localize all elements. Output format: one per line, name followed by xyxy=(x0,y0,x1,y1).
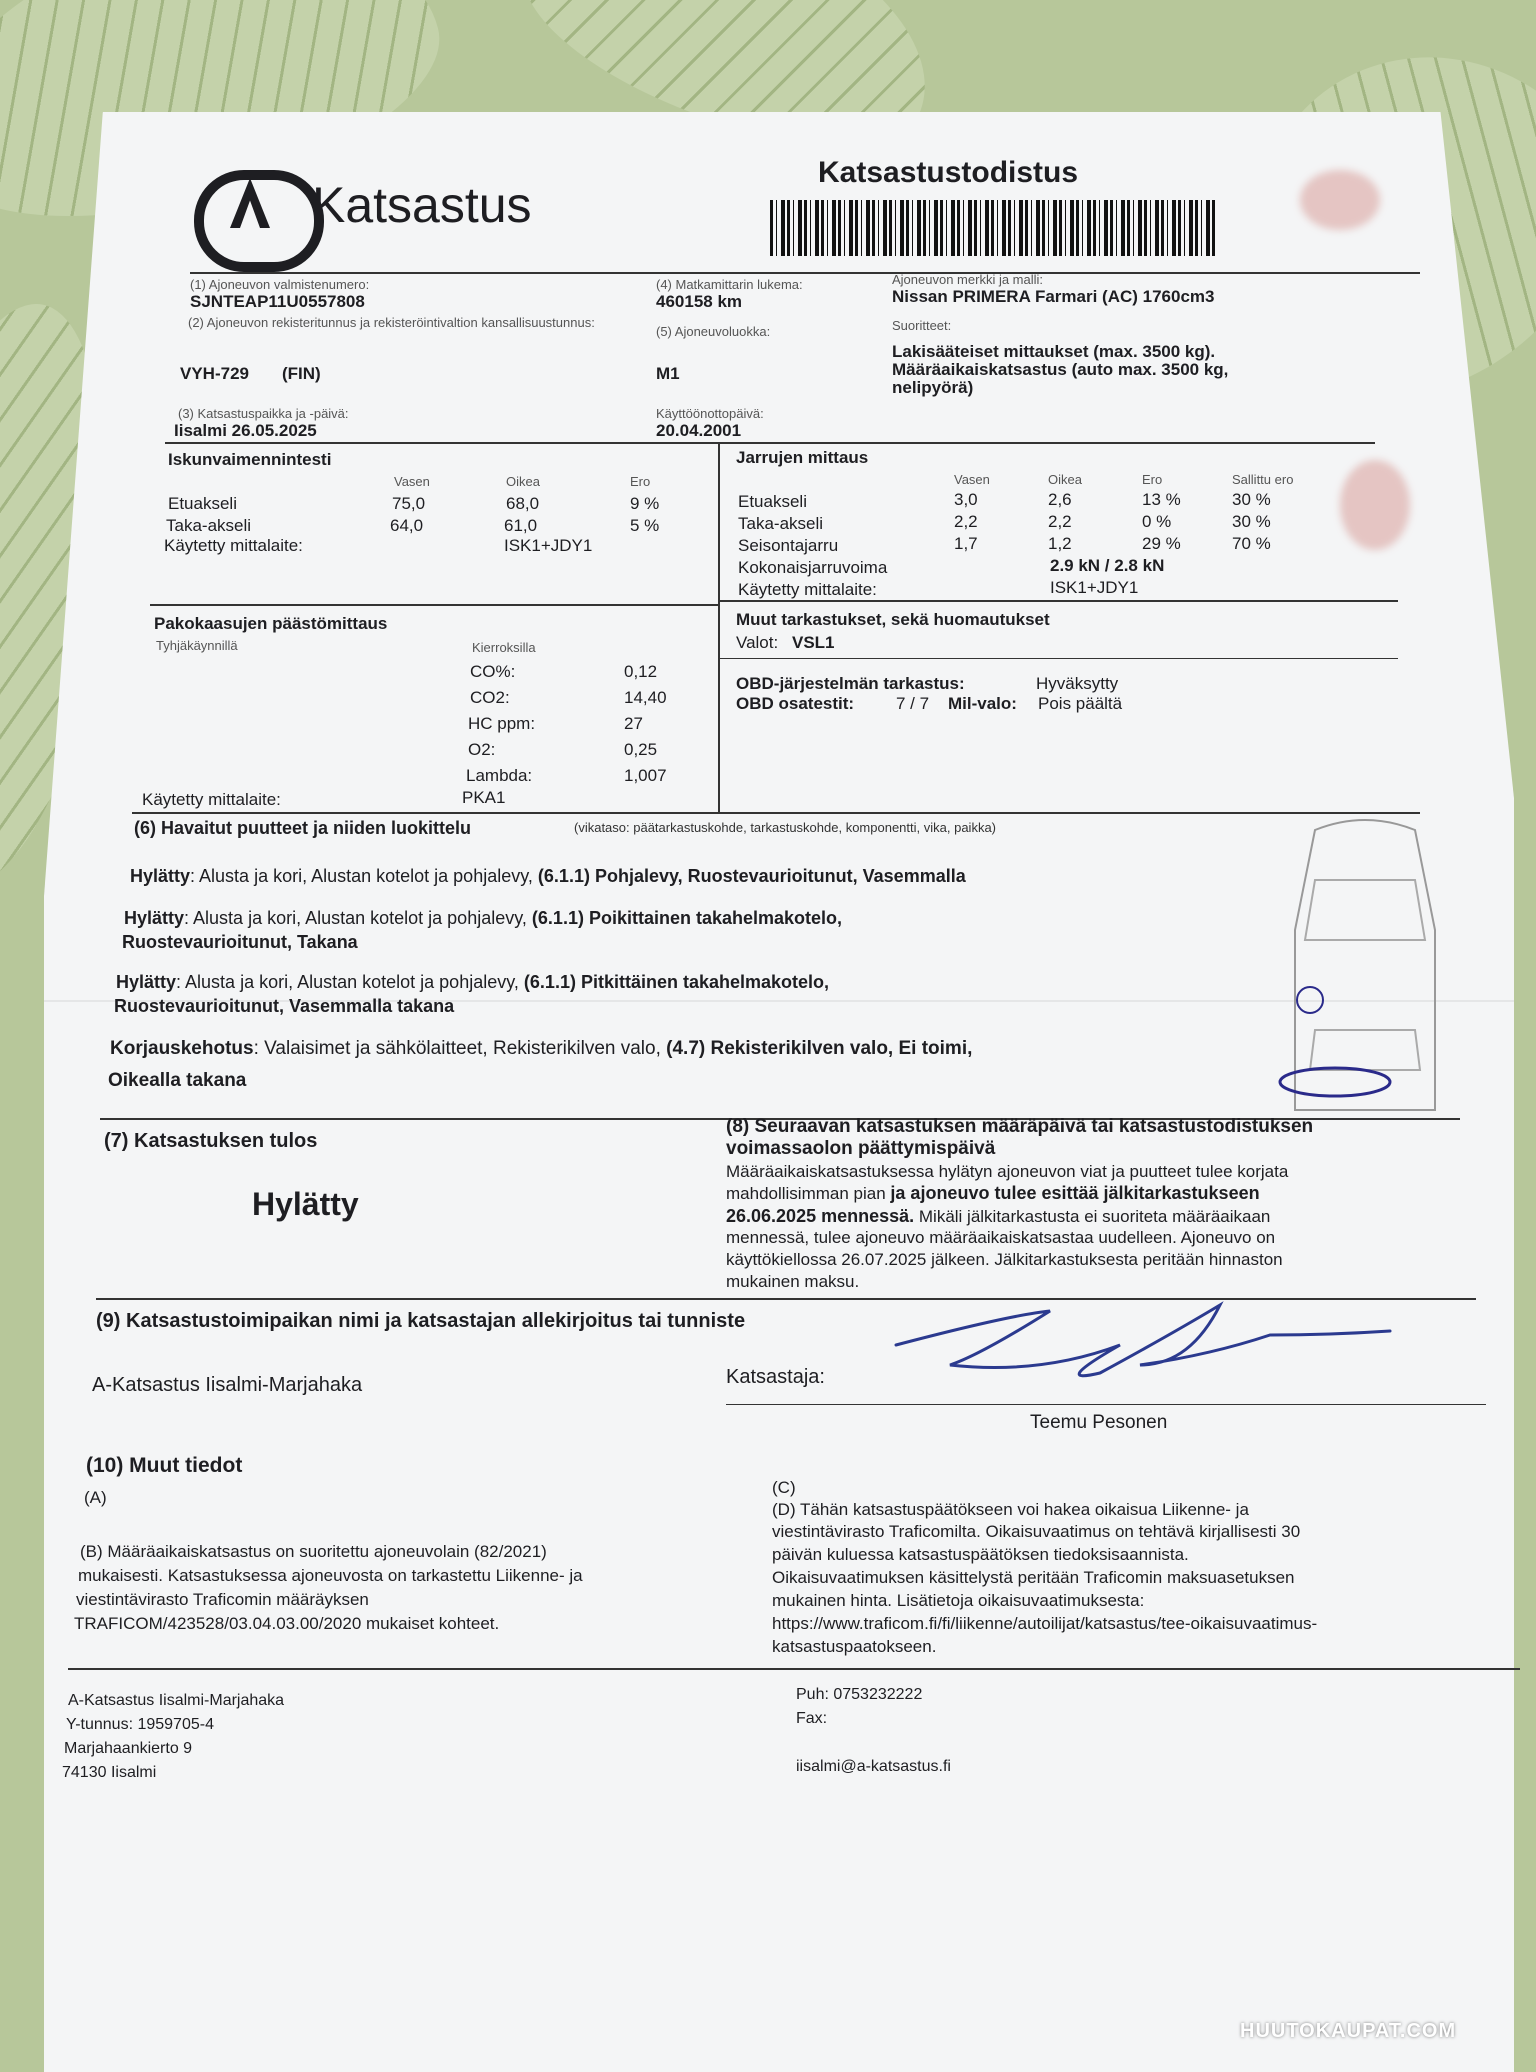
shock-col-right: Oikea xyxy=(506,474,540,489)
divider xyxy=(132,812,1420,814)
divider xyxy=(720,658,1398,659)
result-title: (7) Katsastuksen tulos xyxy=(104,1130,318,1152)
brakes-col-left: Vasen xyxy=(954,472,990,487)
footer-city: 74130 Iisalmi xyxy=(62,1764,157,1781)
shock-row-diff: 9 % xyxy=(630,494,660,513)
defect-level: Hylätty xyxy=(124,908,185,928)
brakes-row-allowed: 30 % xyxy=(1232,490,1271,509)
brakes-row-label: Etuakseli xyxy=(738,492,807,511)
misc-title: (10) Muut tiedot xyxy=(86,1454,243,1477)
idle-label: Tyhjäkäynnillä xyxy=(156,638,238,653)
mil-label: Mil-valo: xyxy=(948,694,1017,713)
divider xyxy=(190,272,1420,274)
brakes-row-diff: 0 % xyxy=(1142,512,1172,531)
brakes-row-left: 1,7 xyxy=(954,534,978,553)
watermark-logo: HUUTOKAUPAT.COM xyxy=(1240,2020,1457,2042)
defect-text: : Valaisimet ja sähkölaitteet, Rekisterikilven valo, xyxy=(253,1038,661,1059)
shock-row-right: 61,0 xyxy=(504,516,538,535)
emission-label: CO%: xyxy=(470,662,516,681)
traficom-link[interactable]: https://www.traficom.fi/fi/liikenne/autoilijat/katsastus/tee-oikaisuvaatimus- xyxy=(772,1614,1318,1633)
next-line xyxy=(726,1183,1260,1204)
place-date-value: Iisalmi 26.05.2025 xyxy=(174,421,317,440)
place-label: (3) Katsastuspaikka ja -päivä: xyxy=(178,406,349,421)
brakes-row-right: 2,6 xyxy=(1048,490,1072,509)
next-title-1: (8) Seuraavan katsastuksen määräpäivä tai katsastustodistuksen xyxy=(726,1116,1314,1137)
shock-row-diff: 5 % xyxy=(630,516,660,535)
done-line-1: Lakisääteiset mittaukset (max. 3500 kg). xyxy=(892,342,1216,361)
defect-text: : Alusta ja kori, Alustan kotelot ja pohjalevy, xyxy=(176,972,519,992)
misc-b-line: (B) Määräaikaiskatsastus on suoritettu ajoneuvolain (82/2021) xyxy=(80,1542,547,1561)
defect-detail-line2: Ruostevaurioitunut, Vasemmalla takana xyxy=(114,996,455,1016)
emission-label: HC ppm: xyxy=(468,714,536,733)
emission-value: 0,12 xyxy=(624,662,658,681)
emission-value: 1,007 xyxy=(624,766,667,785)
defect-item xyxy=(124,908,842,929)
emission-value: 14,40 xyxy=(624,688,667,707)
result-value: Hylätty xyxy=(252,1186,359,1222)
reg-label: (2) Ajoneuvon rekisteritunnus ja rekisteröintivaltion kansallisuustunnus: xyxy=(188,315,595,330)
stain xyxy=(1340,460,1410,550)
footer-ytunnus: Y-tunnus: 1959705-4 xyxy=(66,1716,214,1733)
footer-phone: Puh: 0753232222 xyxy=(796,1686,923,1703)
brakes-device-value: ISK1+JDY1 xyxy=(1050,578,1139,597)
emission-label: CO2: xyxy=(470,688,510,707)
inspector-label: Katsastaja: xyxy=(726,1366,825,1388)
class-value: M1 xyxy=(656,364,680,383)
misc-c: (C) xyxy=(772,1478,796,1497)
vin-value: SJNTEAP11U0557808 xyxy=(190,292,365,311)
shock-row-left: 75,0 xyxy=(392,494,426,513)
emission-label: O2: xyxy=(468,740,496,759)
next-line xyxy=(726,1206,1270,1227)
emissions-title: Pakokaasujen päästömittaus xyxy=(154,614,388,633)
defect-detail: (6.1.1) Pitkittäinen takahelmakotelo, xyxy=(523,972,830,992)
defect-level: Hylätty xyxy=(116,972,177,992)
shock-title: Iskunvaimennintesti xyxy=(168,450,332,469)
shock-row-right: 68,0 xyxy=(506,494,540,513)
signature-image xyxy=(890,1295,1410,1405)
defect-detail-line2: Oikealla takana xyxy=(108,1070,247,1091)
shock-row-left: 64,0 xyxy=(390,516,424,535)
obd-tests-label: OBD osatestit: xyxy=(736,694,855,713)
defect-text: : Alusta ja kori, Alustan kotelot ja pohjalevy, xyxy=(184,908,527,928)
rpm-label: Kierroksilla xyxy=(472,640,536,655)
brakes-row-diff: 13 % xyxy=(1142,490,1181,509)
done-line-2: Määräaikaiskatsastus (auto max. 3500 kg, xyxy=(892,360,1229,379)
emission-value: 0,25 xyxy=(624,740,658,759)
next-title-2: voimassaolon päättymispäivä xyxy=(726,1138,996,1159)
obd-value: Hyväksytty xyxy=(1036,674,1119,693)
emissions-device-label: Käytetty mittalaite: xyxy=(142,790,281,809)
lights-value: VSL1 xyxy=(792,633,835,652)
station-name: A-Katsastus Iisalmi-Marjahaka xyxy=(92,1374,363,1396)
misc-b-line: mukaisesti. Katsastuksessa ajoneuvosta on tarkastettu Liikenne- ja xyxy=(78,1566,583,1585)
defect-detail-line2: Ruostevaurioitunut, Takana xyxy=(122,932,358,952)
divider xyxy=(720,600,1398,602)
brakes-row-diff: 29 % xyxy=(1142,534,1181,553)
brakes-col-diff: Ero xyxy=(1142,472,1163,487)
defects-title: (6) Havaitut puutteet ja niiden luokittelu xyxy=(134,818,472,838)
emission-label: Lambda: xyxy=(466,766,533,785)
brakes-row-label: Seisontajarru xyxy=(738,536,839,555)
next-text-bold: ja ajoneuvo tulee esittää jälkitarkastukseen xyxy=(890,1183,1260,1203)
defect-detail: (4.7) Rekisterikilven valo, Ei toimi, xyxy=(666,1038,973,1059)
defects-subtitle: (vikataso: päätarkastuskohde, tarkastuskohde, komponentti, vika, paikka) xyxy=(574,820,996,835)
next-deadline: 26.06.2025 mennessä. xyxy=(726,1206,915,1226)
divider xyxy=(165,442,1375,444)
defect-detail: (6.1.1) Pohjalevy, Ruostevaurioitunut, Vasemmalla xyxy=(537,866,966,886)
lights-label: Valot: xyxy=(736,633,779,652)
obd-label: OBD-järjestelmän tarkastus: xyxy=(736,674,965,693)
reg-value: VYH-729 xyxy=(180,364,249,383)
shock-row-label: Taka-akseli xyxy=(166,516,252,535)
footer-fax: Fax: xyxy=(796,1710,828,1727)
defect-item xyxy=(116,972,829,993)
next-text: mahdollisimman pian xyxy=(726,1184,886,1203)
mil-value: Pois päältä xyxy=(1038,694,1123,713)
brakes-row-allowed: 70 % xyxy=(1232,534,1271,553)
brakes-row-left: 3,0 xyxy=(954,490,978,509)
footer-street: Marjahaankierto 9 xyxy=(64,1740,193,1757)
brakes-total-label: Kokonaisjarruvoima xyxy=(738,558,888,577)
defect-level: Korjauskehotus xyxy=(110,1038,254,1059)
reg-country: (FIN) xyxy=(282,364,321,383)
car-diagram-icon xyxy=(1275,810,1455,1130)
inspector-name: Teemu Pesonen xyxy=(1030,1412,1168,1433)
first-use-value: 20.04.2001 xyxy=(656,421,742,440)
shock-col-left: Vasen xyxy=(394,474,430,489)
brakes-device-label: Käytetty mittalaite: xyxy=(738,580,877,599)
divider xyxy=(68,1668,1520,1670)
brakes-row-right: 2,2 xyxy=(1048,512,1072,531)
first-use-label: Käyttöönottopäivä: xyxy=(656,406,764,421)
odometer-label: (4) Matkamittarin lukema: xyxy=(656,277,803,292)
defect-detail: (6.1.1) Poikittainen takahelmakotelo, xyxy=(531,908,843,928)
defect-level: Hylätty xyxy=(130,866,191,886)
done-line-3: nelipyörä) xyxy=(892,378,974,397)
obd-tests-value: 7 / 7 xyxy=(896,694,930,713)
document-title: Katsastustodistus xyxy=(818,156,1079,189)
emissions-device-value: PKA1 xyxy=(462,788,506,807)
done-label: Suoritteet: xyxy=(892,318,952,333)
misc-d-line: katsastuspaatokseen. xyxy=(772,1637,937,1656)
class-label: (5) Ajoneuvoluokka: xyxy=(656,324,771,339)
brakes-total-value: 2.9 kN / 2.8 kN xyxy=(1050,556,1165,575)
barcode xyxy=(770,200,1216,256)
brakes-col-allowed: Sallittu ero xyxy=(1232,472,1294,487)
divider xyxy=(718,442,720,814)
brakes-col-right: Oikea xyxy=(1048,472,1082,487)
vin-label: (1) Ajoneuvon valmistenumero: xyxy=(190,277,370,292)
shock-device-label: Käytetty mittalaite: xyxy=(164,536,303,555)
misc-d-line: Oikaisuvaatimuksen käsittelystä peritään Traficomin maksuasetuksen xyxy=(772,1568,1295,1587)
brakes-title: Jarrujen mittaus xyxy=(736,448,869,467)
shock-row-label: Etuakseli xyxy=(168,494,237,513)
misc-d-line: päivän kuluessa katsastuspäätöksen tiedoksisaannista. xyxy=(772,1545,1189,1564)
next-line: mukainen maksu. xyxy=(726,1272,860,1291)
brakes-row-label: Taka-akseli xyxy=(738,514,824,533)
misc-d-line: (D) Tähän katsastuspäätökseen voi hakea oikaisua Liikenne- ja xyxy=(772,1500,1249,1519)
defect-item xyxy=(130,866,966,887)
next-line: Määräaikaiskatsastuksessa hylätyn ajoneuvon viat ja puutteet tulee korjata xyxy=(726,1162,1289,1181)
signature-line xyxy=(726,1404,1486,1405)
logo-text: Katsastus xyxy=(312,177,532,233)
make-value: Nissan PRIMERA Farmari (AC) 1760cm3 xyxy=(892,287,1215,306)
brakes-row-right: 1,2 xyxy=(1048,534,1072,553)
odometer-value: 460158 km xyxy=(656,292,743,311)
next-line: käyttökiellossa 26.07.2025 jälkeen. Jälkitarkastuksesta peritään hinnaston xyxy=(726,1250,1283,1269)
shock-col-diff: Ero xyxy=(630,474,651,489)
brakes-row-left: 2,2 xyxy=(954,512,978,531)
defect-text: : Alusta ja kori, Alustan kotelot ja pohjalevy, xyxy=(190,866,533,886)
divider xyxy=(150,604,720,606)
make-label: Ajoneuvon merkki ja malli: xyxy=(892,272,1044,287)
next-line: mennessä, tulee ajoneuvo määräaikaiskatsastaa uudelleen. Ajoneuvo on xyxy=(726,1228,1276,1247)
misc-b-line: TRAFICOM/423528/03.04.03.00/2020 mukaiset kohteet. xyxy=(74,1614,500,1633)
misc-d-line: mukainen hinta. Lisätietoja oikaisuvaatimuksesta: xyxy=(772,1591,1145,1610)
misc-b-line: viestintävirasto Traficomin määräyksen xyxy=(76,1590,369,1609)
defect-item xyxy=(110,1038,972,1060)
misc-d-line: viestintävirasto Traficomilta. Oikaisuvaatimus on tehtävä kirjallisesti 30 xyxy=(772,1522,1301,1541)
other-title: Muut tarkastukset, sekä huomautukset xyxy=(736,610,1050,629)
footer-email[interactable]: iisalmi@a-katsastus.fi xyxy=(796,1758,951,1775)
brakes-row-allowed: 30 % xyxy=(1232,512,1271,531)
emission-value: 27 xyxy=(624,714,643,733)
shock-device-value: ISK1+JDY1 xyxy=(504,536,593,555)
signature-title: (9) Katsastustoimipaikan nimi ja katsastajan allekirjoitus tai tunniste xyxy=(96,1310,746,1332)
misc-a: (A) xyxy=(84,1488,107,1507)
next-text: Mikäli jälkitarkastusta ei suoriteta määräaikaan xyxy=(918,1207,1271,1226)
footer-name: A-Katsastus Iisalmi-Marjahaka xyxy=(68,1692,285,1709)
stain xyxy=(1300,170,1380,230)
